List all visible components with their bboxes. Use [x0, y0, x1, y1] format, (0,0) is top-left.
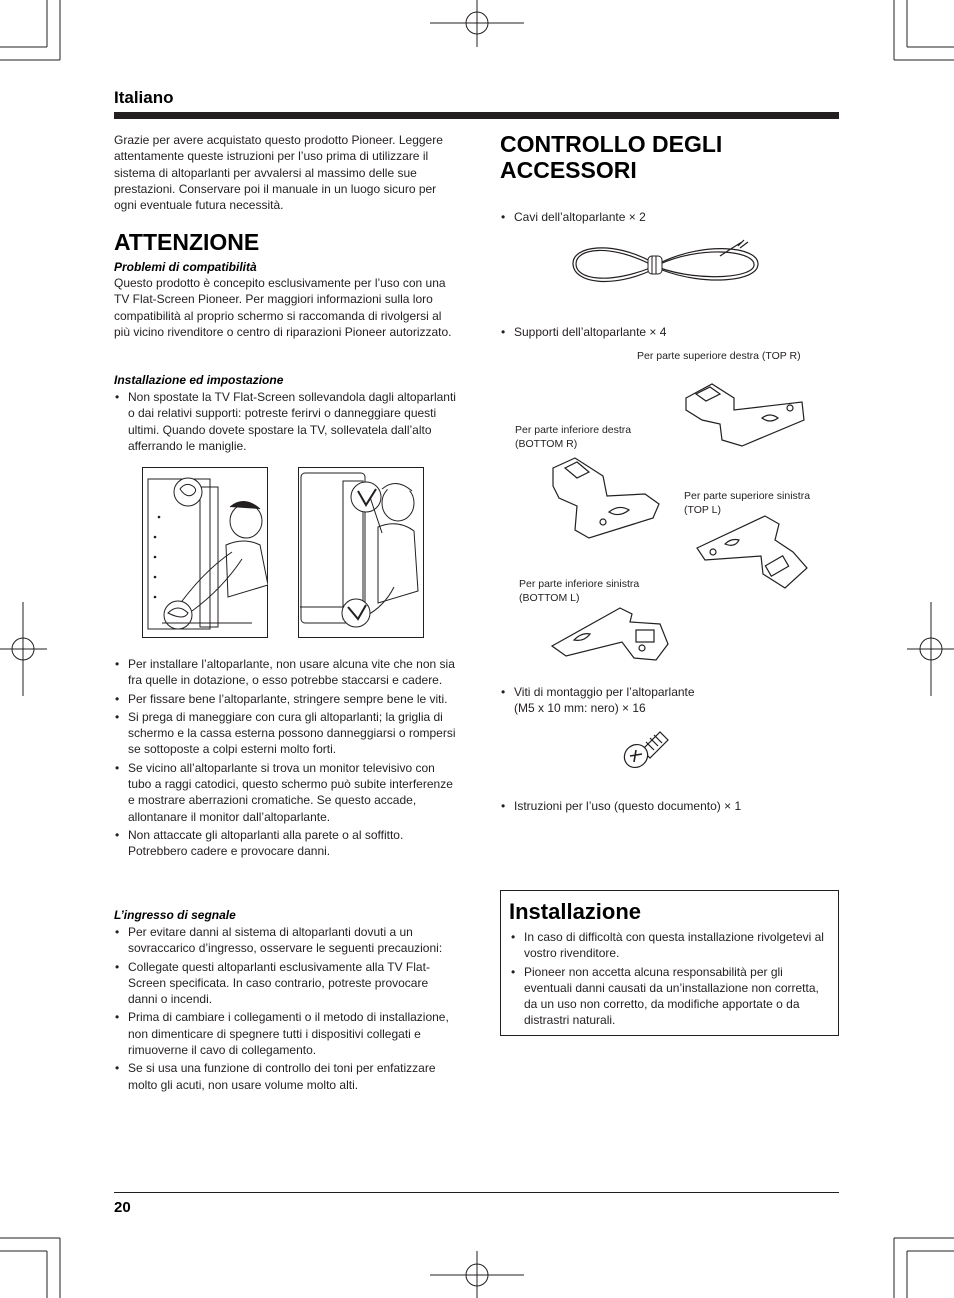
- screws-line-2: (M5 x 10 mm: nero) × 16: [514, 701, 646, 716]
- warnings-list: [114, 656, 456, 860]
- installazione-list: [510, 929, 830, 1029]
- accessory-cables: [500, 209, 830, 227]
- cable-illustration: [570, 238, 760, 290]
- list-item: • In caso di difficoltà con questa installazione rivolgetevi al vostro rivenditore.: [510, 929, 830, 962]
- list-item: • Per evitare danni al sistema di altoparlanti dovuti a un sovraccarico d’ingresso, osservare le seguenti precauzioni:: [114, 924, 456, 957]
- bracket-top-l: [695, 512, 810, 590]
- list-item: • Supporti dell’altoparlante × 4: [500, 324, 830, 340]
- list-item: • Prima di cambiare i collegamenti o il metodo di installazione, non dimenticare di spegnere tutti i dispositivi collegati e rimuoverne il cavo di collegamento.: [114, 1009, 456, 1058]
- lifting-illustration-wrong: [142, 467, 268, 638]
- install-subheading: Installazione ed impostazione: [114, 373, 284, 387]
- list-item: • Cavi dell’altoparlante × 2: [500, 209, 830, 225]
- installazione-heading: Installazione: [509, 899, 642, 924]
- compat-paragraph: Questo prodotto è concepito esclusivamente per l’uso con una TV Flat-Screen Pioneer. Per maggiori informazioni sulla loro compatibilità al proprio schermo si raccomanda di rivolgersi al più vicino rivenditore o centro di riparazioni Pioneer autorizzato.: [114, 276, 452, 339]
- accessory-screws: [500, 684, 830, 719]
- page-number: 20: [114, 1199, 131, 1216]
- compat-subheading: Problemi di compatibilità: [114, 260, 257, 274]
- bracket-bottom-r: [545, 456, 663, 540]
- list-item: • Non attaccate gli altoparlanti alla parete o al soffitto. Potrebbero cadere e provocare danni.: [114, 827, 456, 860]
- attenzione-heading: ATTENZIONE: [114, 229, 260, 255]
- signal-subheading: L’ingresso di segnale: [114, 908, 236, 922]
- accessory-manual: [500, 798, 830, 816]
- signal-list: [114, 924, 456, 1093]
- install-list: [114, 389, 456, 454]
- language-label: Italiano: [114, 88, 174, 107]
- list-item: • Pioneer non accetta alcuna responsabilità per gli eventuali danni causati da un’installazione non corretta, da un uso non corretto, da modifiche apportate o da distrastri naturali.: [510, 964, 830, 1029]
- accessory-supports: [500, 324, 830, 342]
- screw-illustration: [620, 728, 672, 772]
- list-item: • Collegate questi altoparlanti esclusivamente alla TV Flat-Screen specificata. In caso contrario, potreste provocare danni o incendi.: [114, 959, 456, 1008]
- list-item: • Se si usa una funzione di controllo dei toni per enfatizzare molto gli acuti, non usare volume molto alti.: [114, 1060, 456, 1093]
- screws-line-1: Viti di montaggio per l’altoparlante: [514, 685, 695, 699]
- installazione-box: [500, 890, 839, 1036]
- list-item: [500, 684, 830, 717]
- accessori-heading: CONTROLLO DEGLI ACCESSORI: [500, 131, 723, 183]
- label-bottom-r: Per parte inferiore destra (BOTTOM R): [515, 424, 632, 450]
- lifting-illustration-correct: [298, 467, 424, 638]
- header-rule: [114, 112, 839, 119]
- intro-paragraph: Grazie per avere acquistato questo prodotto Pioneer. Leggere attentamente queste istruzioni per l’uso prima di utilizzare il sistema di altoparlanti per avvalersi al massimo delle sue prestazioni. Conservare poi il manuale in un luogo sicuro per ogni eventuale futura necessità.: [114, 133, 443, 213]
- list-item: • Si prega di maneggiare con cura gli altoparlanti; la griglia di schermo e la cassa esterna possono danneggiarsi o rompersi se sottoposte a colpi esterni molto forti.: [114, 709, 456, 758]
- label-top-l: Per parte superiore sinistra (TOP L): [684, 490, 811, 516]
- footer-rule: [114, 1192, 839, 1193]
- label-top-r: Per parte superiore destra (TOP R): [637, 350, 801, 362]
- list-item: • Non spostate la TV Flat-Screen sollevandola dagli altoparlanti o dai relativi supporti: potreste ferirvi o danneggiare questi ultimi. Quando dovete spostare la TV, sollevatela dall’alto afferrando le maniglie.: [114, 389, 456, 454]
- list-item: • Per fissare bene l’altoparlante, stringere sempre bene le viti.: [114, 691, 456, 707]
- list-item: • Per installare l’altoparlante, non usare alcuna vite che non sia fra quelle in dotazione, o esso potrebbe staccarsi e cadere.: [114, 656, 456, 689]
- bracket-bottom-l: [550, 604, 672, 664]
- list-item: • Se vicino all’altoparlante si trova un monitor televisivo con tubo a raggi catodici, questo schermo può subite interferenze e mostrare aberrazioni cromatiche. Se questo accade, allontanare il monitor dall’altoparlante.: [114, 760, 456, 825]
- list-item: • Istruzioni per l’uso (questo documento) × 1: [500, 798, 830, 814]
- bracket-top-r: [682, 380, 807, 450]
- label-bottom-l: Per parte inferiore sinistra (BOTTOM L): [519, 578, 640, 604]
